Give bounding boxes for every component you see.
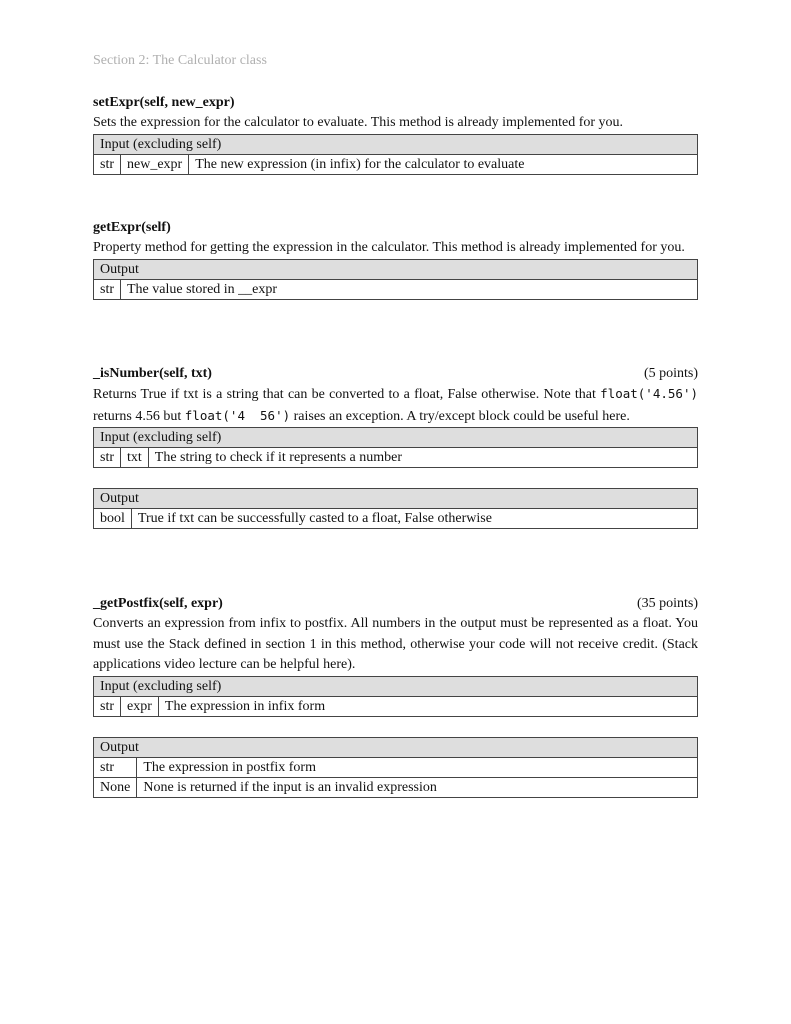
method-description: Converts an expression from infix to postfix. All numbers in the output must be represented as a float. You must use the Stack defined in section 1 in this method, otherwise your code will not receive credit. (Stack applications video lecture can be helpful here). [93, 616, 698, 672]
table-row [94, 279, 698, 299]
method-getexpr [93, 218, 698, 300]
method-description: Property method for getting the expression in the calculator. This method is already implemented for you. [93, 240, 685, 255]
method-title-row [93, 93, 698, 113]
desc-text: Returns True if txt is a string that can be converted to a float, False otherwise. Note that [93, 387, 601, 402]
method-description [93, 384, 698, 427]
table-row [94, 757, 698, 777]
code-snippet: float('4.56') [600, 386, 698, 401]
type-cell: str [94, 757, 137, 777]
method-title-row [93, 594, 698, 614]
method-setexpr [93, 93, 698, 175]
table-row [94, 696, 698, 716]
description-cell: True if txt can be successfully casted to a float, False otherwise [131, 509, 697, 529]
method-title-row [93, 218, 698, 238]
table-row [94, 509, 698, 529]
param-cell: txt [121, 448, 149, 468]
description-cell: The expression in infix form [158, 696, 697, 716]
table-row [94, 154, 698, 174]
input-table-header: Input (excluding self) [94, 676, 698, 696]
desc-text: returns 4.56 but [93, 408, 185, 424]
type-cell: str [94, 279, 121, 299]
type-cell: None [94, 777, 137, 797]
output-table-header: Output [94, 259, 698, 279]
type-cell: str [94, 696, 121, 716]
description-cell: The string to check if it represents a number [148, 448, 697, 468]
desc-text: raises an exception. A try/except block could be useful here. [290, 408, 630, 424]
input-table-header: Input (excluding self) [94, 134, 698, 154]
method-points: (5 points) [643, 366, 698, 381]
method-title: setExpr(self, new_expr) [93, 95, 235, 110]
description-cell: None is returned if the input is an invalid expression [137, 777, 698, 797]
input-table [93, 427, 698, 468]
method-title: _isNumber(self, txt) [93, 366, 212, 381]
method-title: _getPostfix(self, expr) [93, 596, 223, 611]
output-table [93, 488, 698, 529]
description-cell: The new expression (in infix) for the calculator to evaluate [189, 154, 698, 174]
method-title-row [93, 364, 698, 384]
output-table [93, 737, 698, 798]
output-table [93, 259, 698, 300]
input-table-header: Input (excluding self) [94, 428, 698, 448]
table-row [94, 777, 698, 797]
method-description: Sets the expression for the calculator to evaluate. This method is already implemented for you. [93, 115, 624, 130]
param-cell: new_expr [121, 154, 189, 174]
param-cell: expr [121, 696, 159, 716]
description-cell: The value stored in __expr [121, 279, 698, 299]
method-title: getExpr(self) [93, 220, 171, 235]
description-cell: The expression in postfix form [137, 757, 698, 777]
type-cell: str [94, 448, 121, 468]
input-table [93, 676, 698, 717]
section-header: Section 2: The Calculator class [93, 53, 267, 68]
table-row [94, 448, 698, 468]
output-table-header: Output [94, 737, 698, 757]
code-snippet: float('4 56') [184, 407, 291, 423]
type-cell: bool [94, 509, 132, 529]
output-table-header: Output [94, 489, 698, 509]
type-cell: str [94, 154, 121, 174]
input-table [93, 134, 698, 175]
method-isnumber [93, 364, 698, 529]
method-getpostfix [93, 594, 698, 798]
method-points: (35 points) [636, 596, 698, 611]
